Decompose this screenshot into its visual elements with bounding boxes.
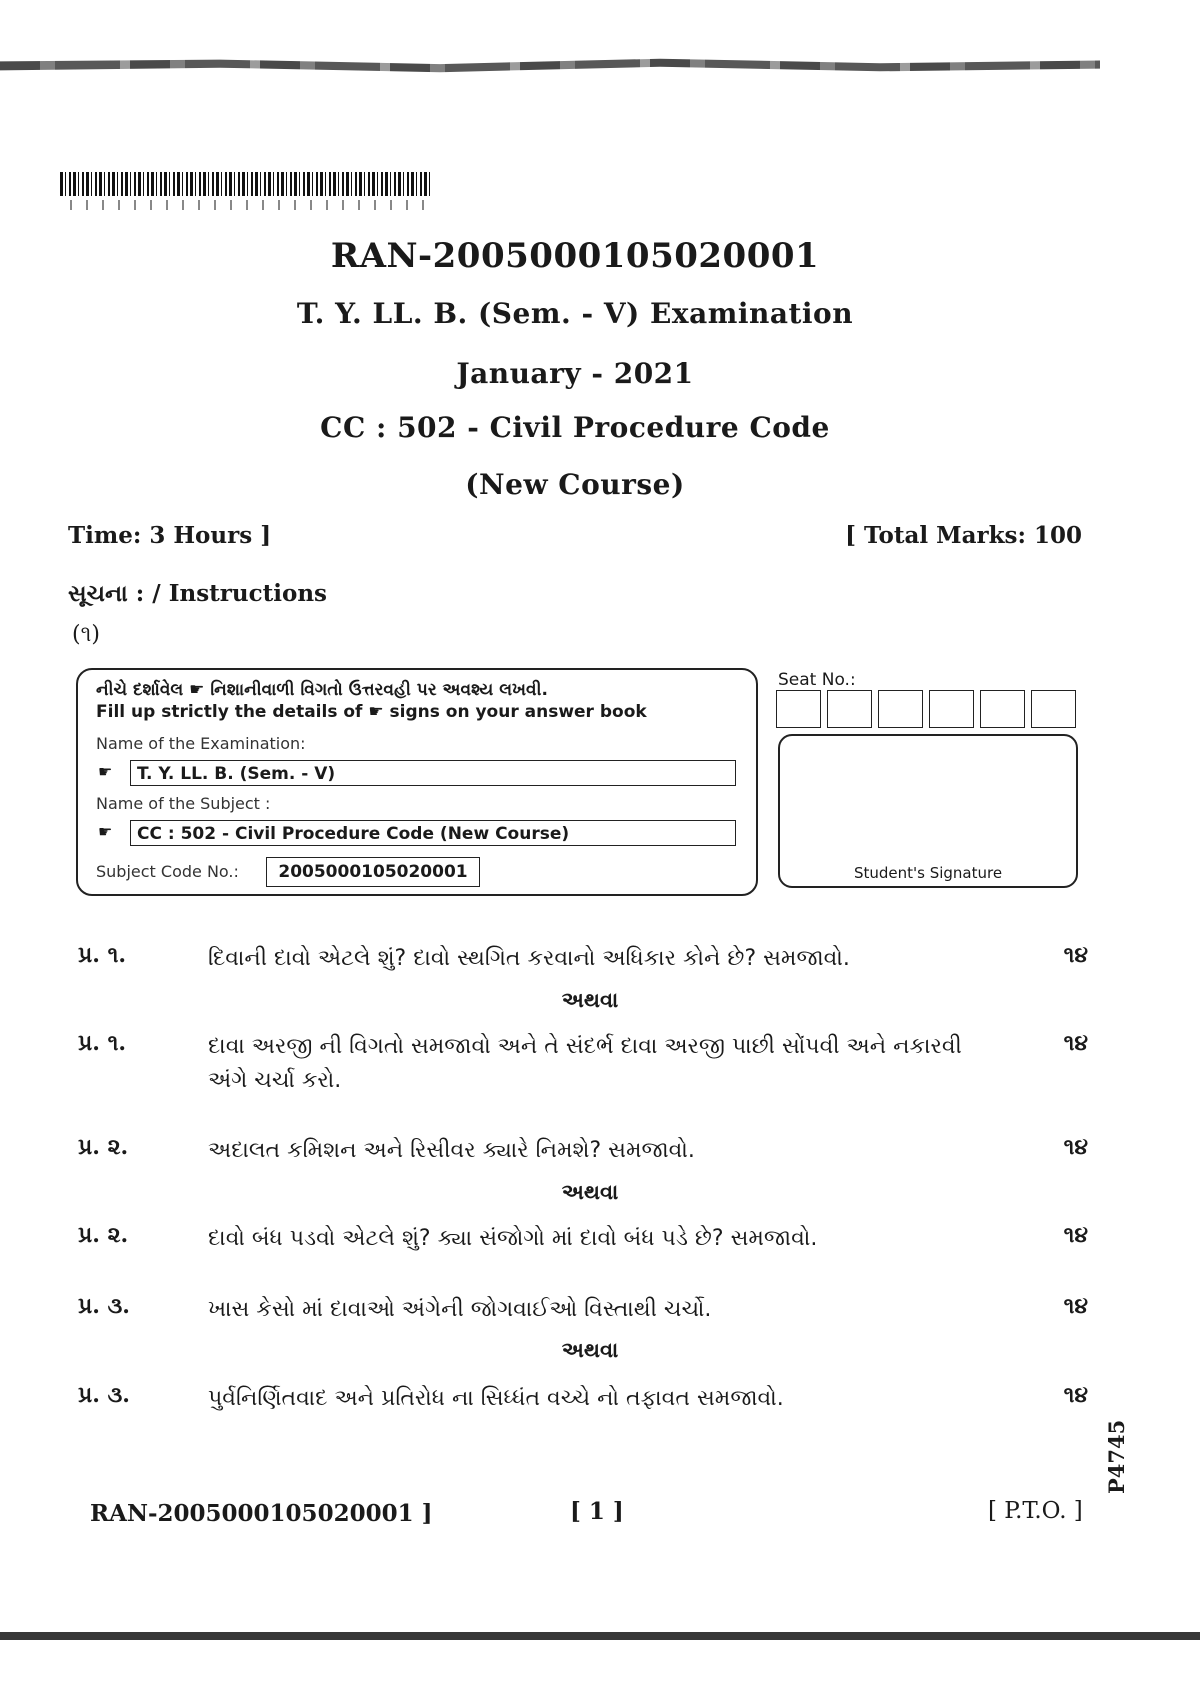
question-number: પ્ર. ૨.: [78, 1134, 129, 1160]
subject-name-label: Name of the Subject :: [96, 794, 271, 813]
seat-digit-box: [776, 690, 821, 728]
seat-digit-box: [827, 690, 872, 728]
footer-paper-code: RAN-2005000105020001 ]: [90, 1500, 433, 1527]
instructions-heading: સૂચના : / Instructions: [68, 580, 327, 607]
course-type: (New Course): [465, 468, 685, 501]
question-text: ખાસ કેસો માં દાવાઓ અંગેની જોગવાઈઓ વિસ્તાથી ચર્ચો.: [208, 1297, 712, 1322]
instruction-gujarati: નીચે દર્શાવેલ ☛ નિશાનીવાળી વિગતો ઉત્તરવહી પર અવશ્ય લખવી.: [96, 680, 548, 700]
pointing-hand-icon: ☛: [98, 822, 113, 841]
barcode: [60, 172, 430, 196]
question-number: પ્ર. ૨.: [78, 1222, 129, 1248]
instruction-english: Fill up strictly the details of ☛ signs on your answer book: [96, 702, 647, 722]
question-marks: ૧૪: [1063, 1222, 1088, 1248]
exam-month: January - 2021: [456, 357, 694, 390]
or-separator: અથવા: [561, 988, 619, 1012]
question-number: પ્ર. ૧.: [78, 942, 127, 968]
question-marks: ૧૪: [1063, 1030, 1088, 1056]
question-number: પ્ર. ૩.: [78, 1382, 130, 1408]
scan-edge-bottom: [0, 1632, 1200, 1640]
question-text: દાવો બંધ પડવો એટલે શું? ક્યા સંજોગો માં દાવો બંધ પડે છે? સમજાવો.: [208, 1226, 818, 1251]
signature-label: Student's Signature: [853, 864, 1003, 882]
subject-name-field: CC : 502 - Civil Procedure Code (New Course): [130, 820, 736, 846]
barcode-caption: [70, 200, 430, 210]
seat-digit-box: [980, 690, 1025, 728]
question-marks: ૧૪: [1063, 1293, 1088, 1319]
instruction-number: (૧): [72, 622, 100, 647]
question-text: દિવાની દાવો એટલે શું? દાવો સ્થગિત કરવાનો અધિકાર કોને છે? સમજાવો.: [208, 946, 850, 971]
or-separator: અથવા: [561, 1338, 619, 1362]
paper-code: RAN-2005000105020001: [330, 236, 820, 276]
exam-name-field: T. Y. LL. B. (Sem. - V): [130, 760, 736, 786]
signature-box: [778, 734, 1078, 888]
please-turn-over: [ P.T.O. ]: [988, 1498, 1083, 1524]
page-number: [ 1 ]: [570, 1498, 624, 1525]
time-allowed: Time: 3 Hours ]: [68, 522, 272, 549]
question-marks: ૧૪: [1063, 942, 1088, 968]
exam-title: T. Y. LL. B. (Sem. - V) Examination: [296, 297, 854, 330]
or-separator: અથવા: [561, 1180, 619, 1204]
subject-title: CC : 502 - Civil Procedure Code: [320, 411, 830, 444]
answer-book-details-box: [76, 668, 758, 896]
scan-edge-top: [0, 56, 1100, 74]
total-marks: [ Total Marks: 100: [845, 522, 1082, 549]
seat-number-label: Seat No.:: [778, 670, 856, 690]
side-paper-code: P4745: [1104, 1419, 1129, 1494]
question-marks: ૧૪: [1063, 1134, 1088, 1160]
subject-code-field: 2005000105020001: [266, 857, 480, 887]
seat-digit-box: [1031, 690, 1076, 728]
question-text: અદાલત કમિશન અને રિસીવર ક્યારે નિમશે? સમજાવો.: [208, 1138, 695, 1163]
seat-digit-box: [929, 690, 974, 728]
question-text: દાવા અરજી ની વિગતો સમજાવો અને તે સંદર્ભ દાવા અરજી પાછી સોંપવી અને નકારવી અંગે ચર્ચા કરો.: [208, 1034, 962, 1093]
exam-name-label: Name of the Examination:: [96, 734, 306, 753]
question-number: પ્ર. ૩.: [78, 1293, 130, 1319]
question-marks: ૧૪: [1063, 1382, 1088, 1408]
pointing-hand-icon: ☛: [98, 762, 113, 781]
subject-code-label: Subject Code No.:: [96, 862, 239, 881]
question-number: પ્ર. ૧.: [78, 1030, 127, 1056]
question-text: પુર્વનિર્ણિતવાદ અને પ્રતિરોધ ના સિધ્ધંત વચ્ચે નો તફાવત સમજાવો.: [208, 1386, 784, 1411]
seat-digit-box: [878, 690, 923, 728]
seat-number-boxes: [776, 690, 1076, 728]
